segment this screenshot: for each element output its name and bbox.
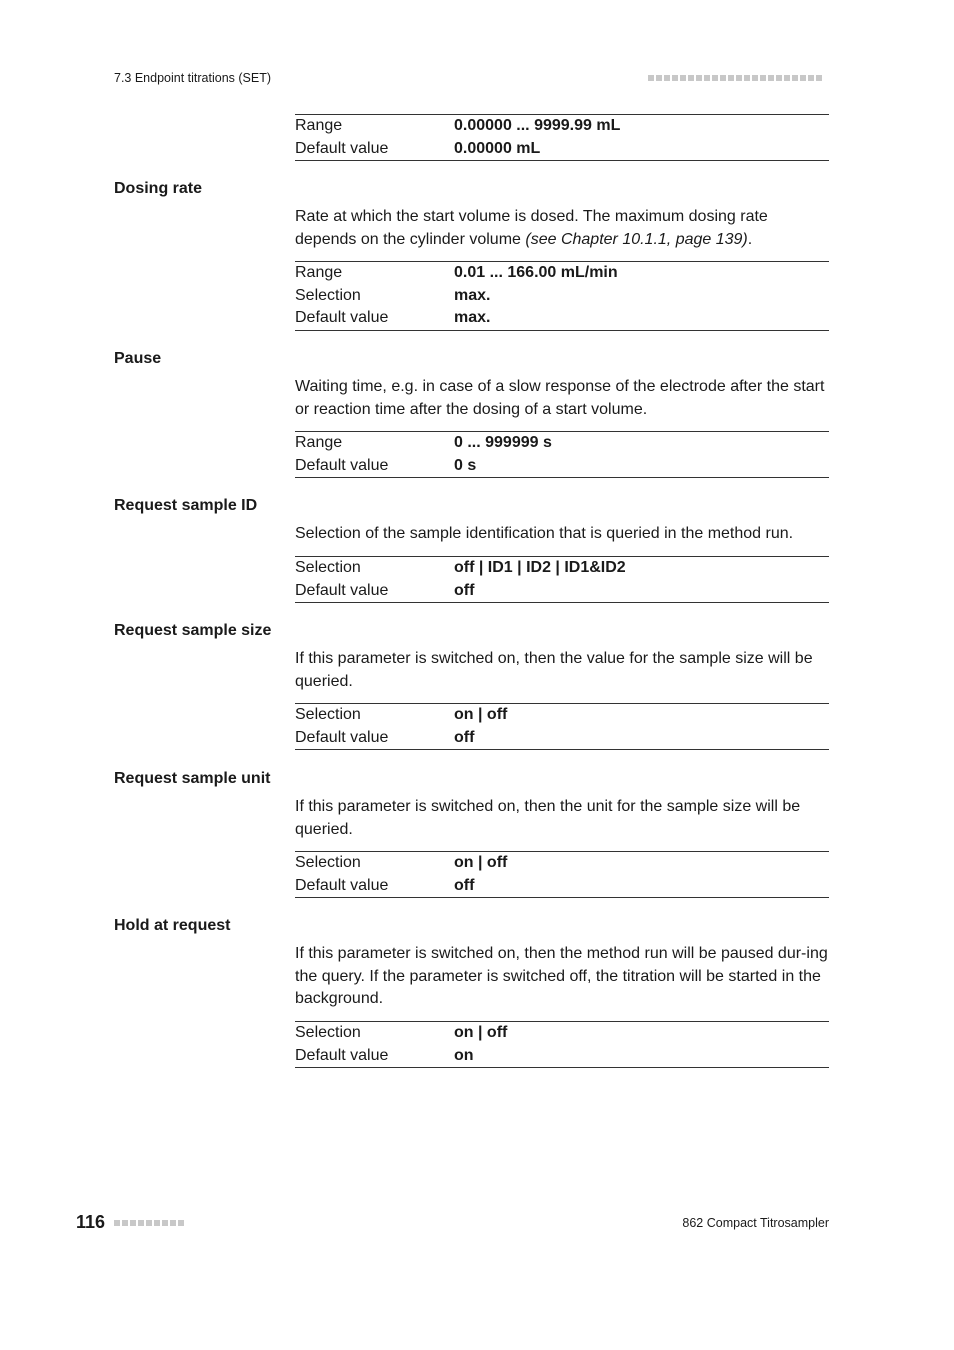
table-row [295, 580, 829, 603]
param-value: 0 s [454, 456, 477, 474]
table-row [295, 557, 829, 580]
table-row [295, 1045, 829, 1068]
section-description: Waiting time, e.g. in case of a slow response of the electrode after the start or reaction time after the dosing of a start volume. [295, 378, 825, 418]
product-name: 862 Compact Titrosampler [682, 1216, 829, 1230]
param-value: 0.00000 mL [454, 139, 541, 157]
request-sample-size-table [295, 703, 829, 750]
section-title-request-sample-unit: Request sample unit [114, 770, 271, 787]
param-value: off [454, 876, 475, 894]
table-row [295, 138, 829, 161]
table-row [295, 704, 829, 727]
param-value: 0 ... 999999 s [454, 434, 552, 451]
param-value: off [454, 581, 475, 599]
section-title-request-sample-id: Request sample ID [114, 497, 258, 514]
table-row [295, 1022, 829, 1045]
param-value: on | off [454, 706, 508, 723]
section-description [295, 206, 829, 251]
table-row [295, 727, 829, 750]
param-value: on [454, 1046, 474, 1064]
param-label: Range [295, 434, 343, 451]
table-row [295, 875, 829, 898]
param-label: Selection [295, 559, 361, 576]
param-label: Default value [295, 728, 389, 746]
dosing-rate-table [295, 261, 829, 331]
param-value: 0.01 ... 166.00 mL/min [454, 264, 618, 281]
chapter-reference: (see Chapter 10.1.1, page 139) [525, 230, 748, 248]
section-description: Selection of the sample identification that is queried in the method run. [295, 525, 794, 542]
table-row [295, 307, 829, 330]
param-value: on | off [454, 854, 508, 871]
param-label: Default value [295, 581, 389, 599]
param-label: Range [295, 264, 343, 281]
param-label: Default value [295, 139, 389, 157]
param-value: off [454, 728, 475, 746]
hold-at-request-table [295, 1021, 829, 1068]
table-row [295, 432, 829, 455]
table-row [295, 455, 829, 478]
param-label: Selection [295, 854, 361, 871]
description-text: Rate at which the start volume is dosed. The maximum dosing rate depends on the cylinder volume [295, 208, 768, 248]
table-row [295, 285, 829, 308]
param-value: max. [454, 309, 491, 326]
section-description: If this parameter is switched on, then the unit for the sample size will be queried. [295, 798, 801, 838]
description-end: . [747, 230, 753, 248]
param-value: off | ID1 | ID2 | ID1&ID2 [454, 559, 626, 576]
header-section-title: 7.3 Endpoint titrations (SET) [114, 71, 272, 85]
section-description: If this parameter is switched on, then the method run will be paused dur-ing the query. If the parameter is switched off, the titration will be started in the background. [295, 945, 828, 1007]
param-value: on | off [454, 1024, 508, 1041]
request-sample-unit-table [295, 851, 829, 898]
section-title-dosing-rate: Dosing rate [114, 180, 203, 197]
param-label: Selection [295, 706, 361, 723]
footer-dots-decoration [114, 1220, 184, 1226]
request-sample-id-table [295, 556, 829, 603]
section-description: If this parameter is switched on, then the value for the sample size will be queried. [295, 650, 813, 690]
param-label: Default value [295, 309, 389, 326]
table-row [295, 115, 829, 138]
param-value: max. [454, 286, 491, 304]
param-value: 0.00000 ... 9999.99 mL [454, 117, 621, 134]
param-label: Selection [295, 286, 361, 304]
section-title-request-sample-size: Request sample size [114, 622, 272, 639]
table-row [295, 852, 829, 875]
pause-table [295, 431, 829, 478]
section-title-hold-at-request: Hold at request [114, 917, 231, 934]
param-label: Selection [295, 1024, 361, 1041]
param-label: Default value [295, 456, 389, 474]
page-number: 116 [76, 1212, 106, 1232]
table-row [295, 262, 829, 285]
start-volume-table [295, 114, 829, 161]
section-title-pause: Pause [114, 350, 162, 367]
param-label: Range [295, 117, 343, 134]
header-dots-decoration [648, 75, 822, 81]
param-label: Default value [295, 1046, 389, 1064]
param-label: Default value [295, 876, 389, 894]
